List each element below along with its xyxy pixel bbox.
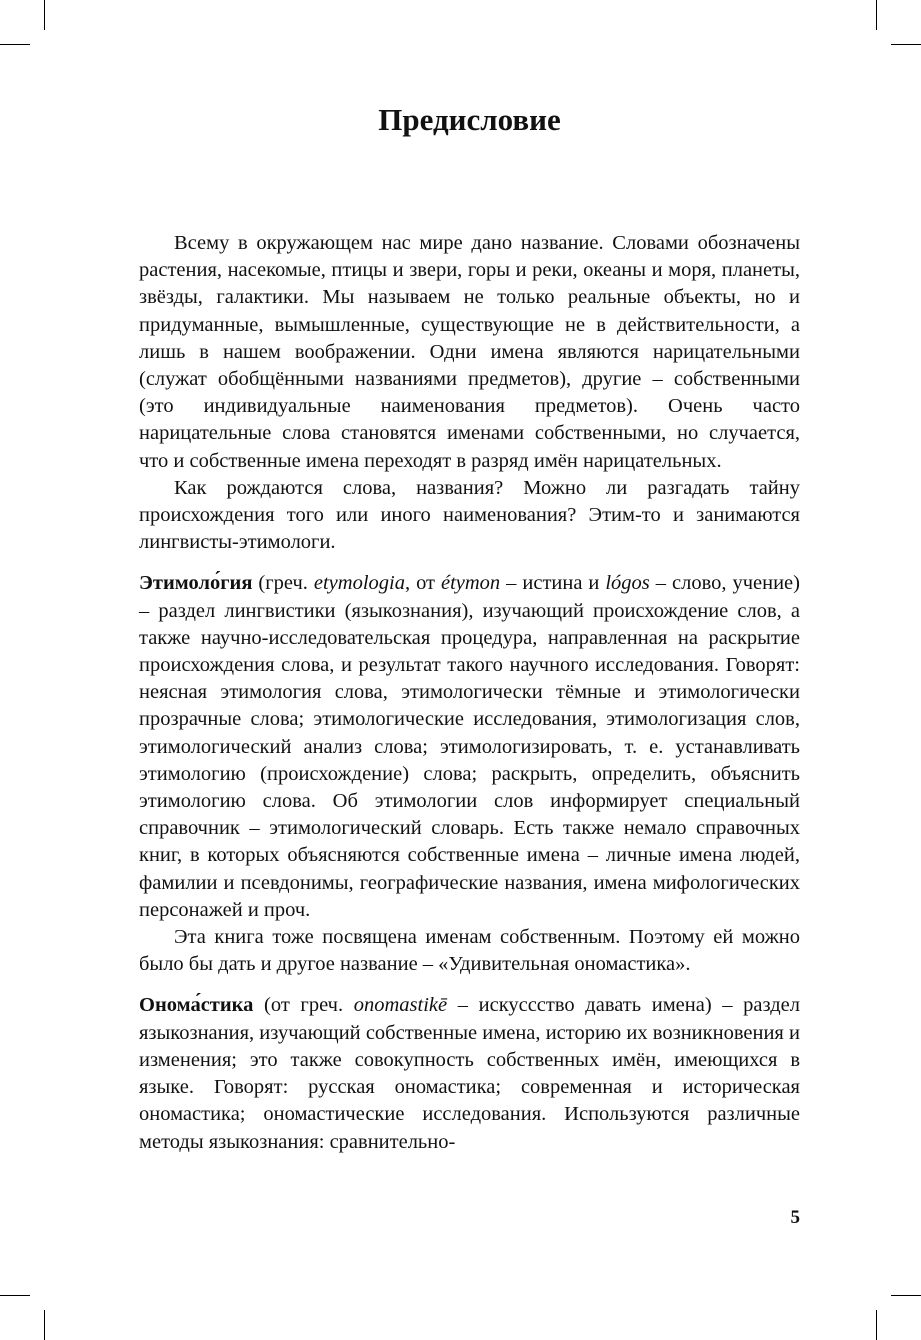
page-title: Предисловие [378,102,561,137]
definition-term: Этимоло́гия [139,572,253,595]
crop-mark-top-right-h [891,44,921,45]
definition-etymology: Этимоло́гия (греч. etymologia, от étymon – истина и lógos – слово, учение) – раздел лингвистики (языкознания), изучающий происхождение слов, а также научно-исследовательская процедура, направленная на раскрытие происхождения слова, и результат такого научного исследования. Говорят: неясная этимология слова, этимологически тёмные и этимологически прозрачные слова; этимологические исследования, этимологизация слов, этимологический анализ слова; этимологизировать, т. е. устанавливать этимологию (происхождение) слова; раскрыть, определить, объяснить этимологию слова. Об этимологии слов информирует специальный справочник – этимологический словарь. Есть также немало справочных книг, в которых объясняются собственные имена – личные имена людей, фамилии и псевдонимы, географические названия, имена мифологических персонажей и проч. [139,572,800,921]
crop-mark-bottom-right-h [891,1295,921,1296]
book-page [139,0,800,1340]
crop-mark-top-left-h [0,44,30,45]
crop-mark-top-left-v [44,0,45,30]
definition-term: Онома́стика [139,994,254,1017]
crop-mark-bottom-left-h [0,1295,30,1296]
paragraph-question: Как рождаются слова, названия? Можно ли разгадать тайну происхождения того или иного наименования? Этим-то и занимаются лингвисты-этимологи. [139,476,800,554]
crop-mark-bottom-right-v [876,1310,877,1340]
page-number: 5 [790,1207,800,1228]
definition-onomastics: Онома́стика (от греч. onomastikē – искуссство давать имена) – раздел языкознания, изучающий собственные имена, историю их возникновения и изменения; это также совокупность собственных имён, имеющихся в языке. Говорят: русская ономастика; современная и историческая ономастика; ономастические исследования. Используются различные методы языкознания: сравнительно- [139,994,800,1153]
body-text [139,230,800,1156]
paragraph-book-purpose: Эта книга тоже посвящена именам собственным. Поэтому ей можно было бы дать и другое название – «Удивительная ономастика». [139,926,800,976]
crop-mark-bottom-left-v [44,1310,45,1340]
paragraph-intro: Всему в окружающем нас мире дано название. Словами обозначены растения, насекомые, птицы и звери, горы и реки, океаны и моря, планеты, звёзды, галактики. Мы называем не только реальные объекты, но и придуманные, вымышленные, существующие не в действительности, а лишь в нашем воображении. Одни имена являются нарицательными (служат обобщёнными названиями предметов), другие – собственными (это индивидуальные наименования предметов). Очень часто нарицательные слова становятся именами собственными, но случается, что и собственные имена переходят в разряд имён нарицательных. [139,232,800,472]
crop-mark-top-right-v [876,0,877,30]
